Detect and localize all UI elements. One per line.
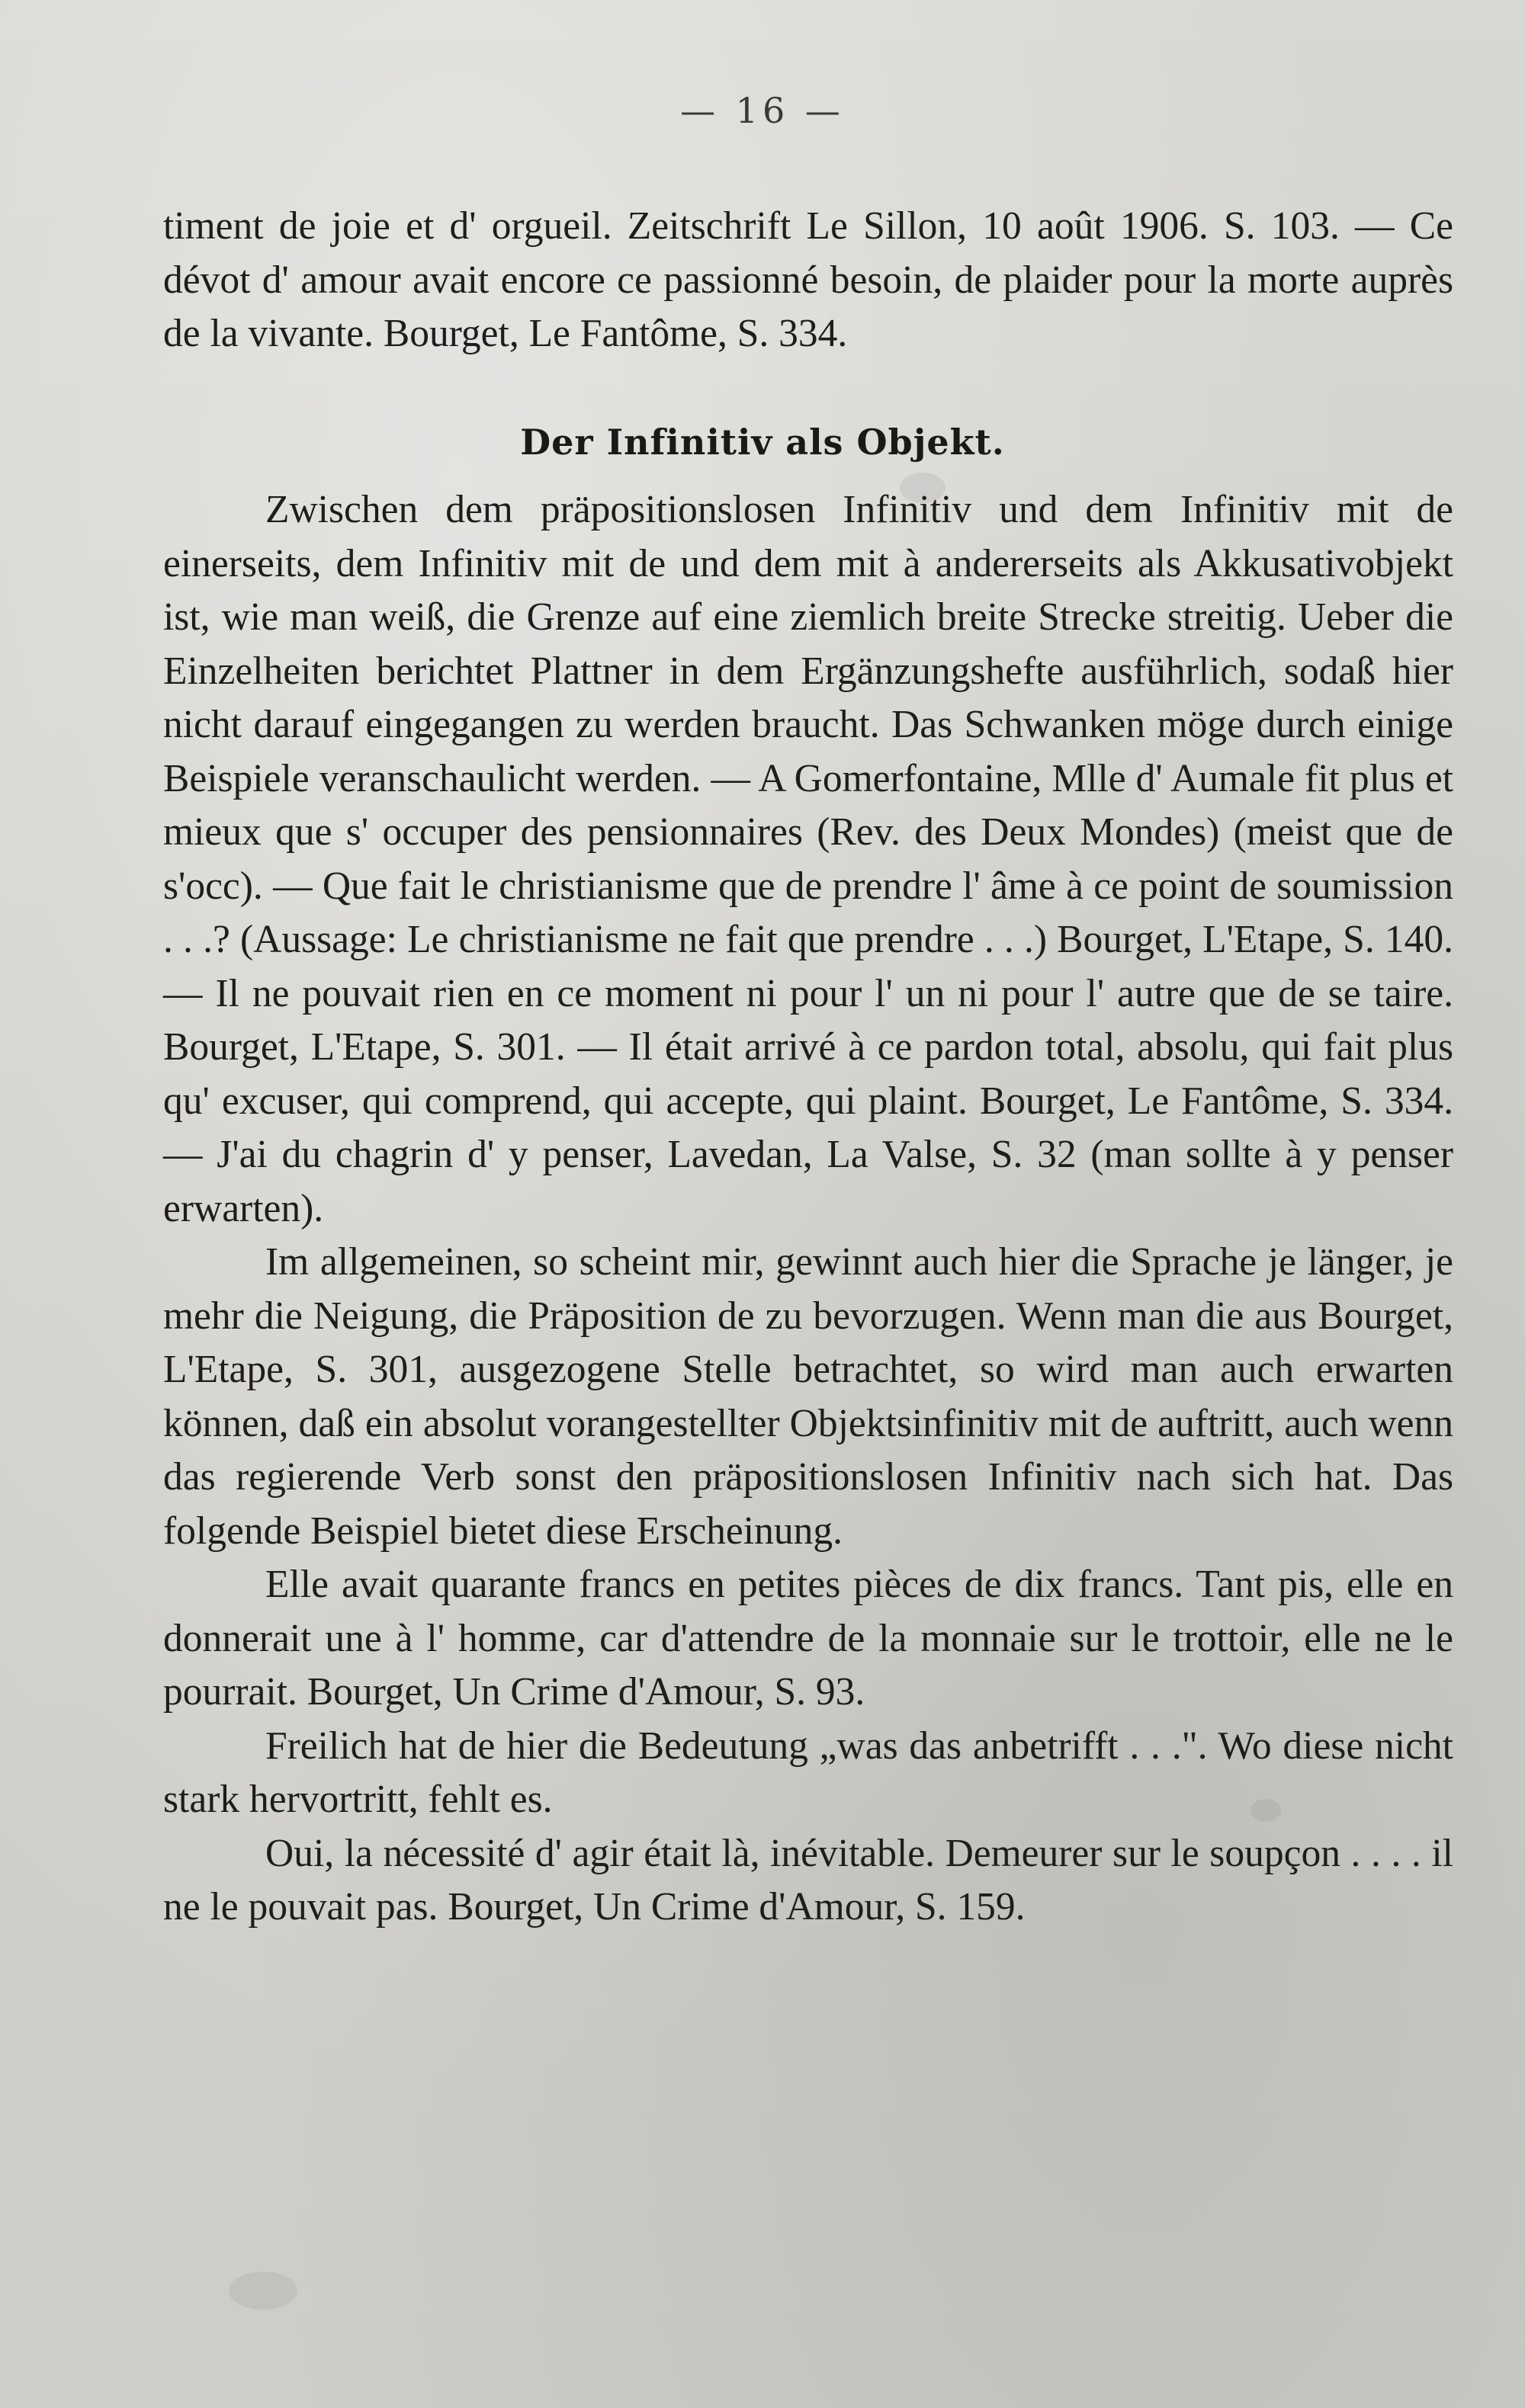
page-number: — 16 — xyxy=(680,90,845,131)
paper-stain xyxy=(229,2272,297,2310)
paragraph-infinitive-boundary: Zwischen dem präpositionslosen Infinitiv und dem Infinitiv mit de einerseits, dem Infinitiv mit de und dem mit à andererseits als Akkusativobjekt ist, wie man weiß, die Grenze auf eine ziemlich breite Strecke streitig. Ueber die Einzelheiten berichtet Plattner in dem Ergänzungshefte ausführlich, sodaß hier nicht darauf eingegangen zu werden braucht. Das Schwanken möge durch einige Beispiele veranschaulicht werden. — A Gomerfontaine, Mlle d' Aumale fit plus et mieux que s' occuper des pensionnaires (Rev. des Deux Mondes) (meist que de s'occ). — Que fait le christianisme que de prendre l' âme à ce point de soumission . . .? (Aussage: Le christianisme ne fait que prendre . . .) Bourget, L'Etape, S. 140. — Il ne pouvait rien en ce moment ni pour l' un ni pour l' autre que de se taire. Bourget, L'Etape, S. 301. — Il était arrivé à ce pardon total, absolu, qui fait plus qu' excuser, qui comprend, qui accepte, qui plaint. Bourget, Le Fantôme, S. 334. — J'ai du chagrin d' y penser, Lavedan, La Valse, S. 32 (man sollte à y penser erwarten). xyxy=(163,488,1453,1230)
example-necessite: Oui, la nécessité d' agir était là, inévitable. Demeurer sur le soupçon . . . . il ne le pouvait pas. Bourget, Un Crime d'Amour, S. 159. xyxy=(163,1831,1453,1929)
section-heading: Der Infinitiv als Objekt. xyxy=(520,422,1005,463)
body-text xyxy=(163,483,1453,1935)
example-quarante-francs: Elle avait quarante francs en petites pièces de dix francs. Tant pis, elle en donnerait une à l' homme, car d'attendre de la monnaie sur le trottoir, elle ne le pourrait. Bourget, Un Crime d'Amour, S. 93. xyxy=(163,1563,1453,1714)
paragraph-freilich: Freilich hat de hier die Bedeutung „was das anbetrifft . . .". Wo diese nicht stark hervortritt, fehlt es. xyxy=(163,1723,1453,1821)
continuation-paragraph: timent de joie et d' orgueil. Zeitschrift Le Sillon, 10 août 1906. S. 103. — Ce dévot d' amour avait encore ce passionné besoin, de plaider pour la morte auprès de la vivante. Bourget, Le Fantôme, S. 334. xyxy=(163,204,1453,355)
continuation-text xyxy=(163,200,1453,361)
paragraph-preposition-preference: Im allgemeinen, so scheint mir, gewinnt auch hier die Sprache je länger, je mehr die Neigung, die Präposition de zu bevorzugen. Wenn man die aus Bourget, L'Etape, S. 301, ausgezogene Stelle betrachtet, so wird man auch erwarten können, daß ein absolut vorangestellter Objektsinfinitiv mit de auftritt, auch wenn das regierende Verb sonst den präpositionslosen Infinitiv nach sich hat. Das folgende Beispiel bietet diese Erscheinung. xyxy=(163,1240,1453,1553)
